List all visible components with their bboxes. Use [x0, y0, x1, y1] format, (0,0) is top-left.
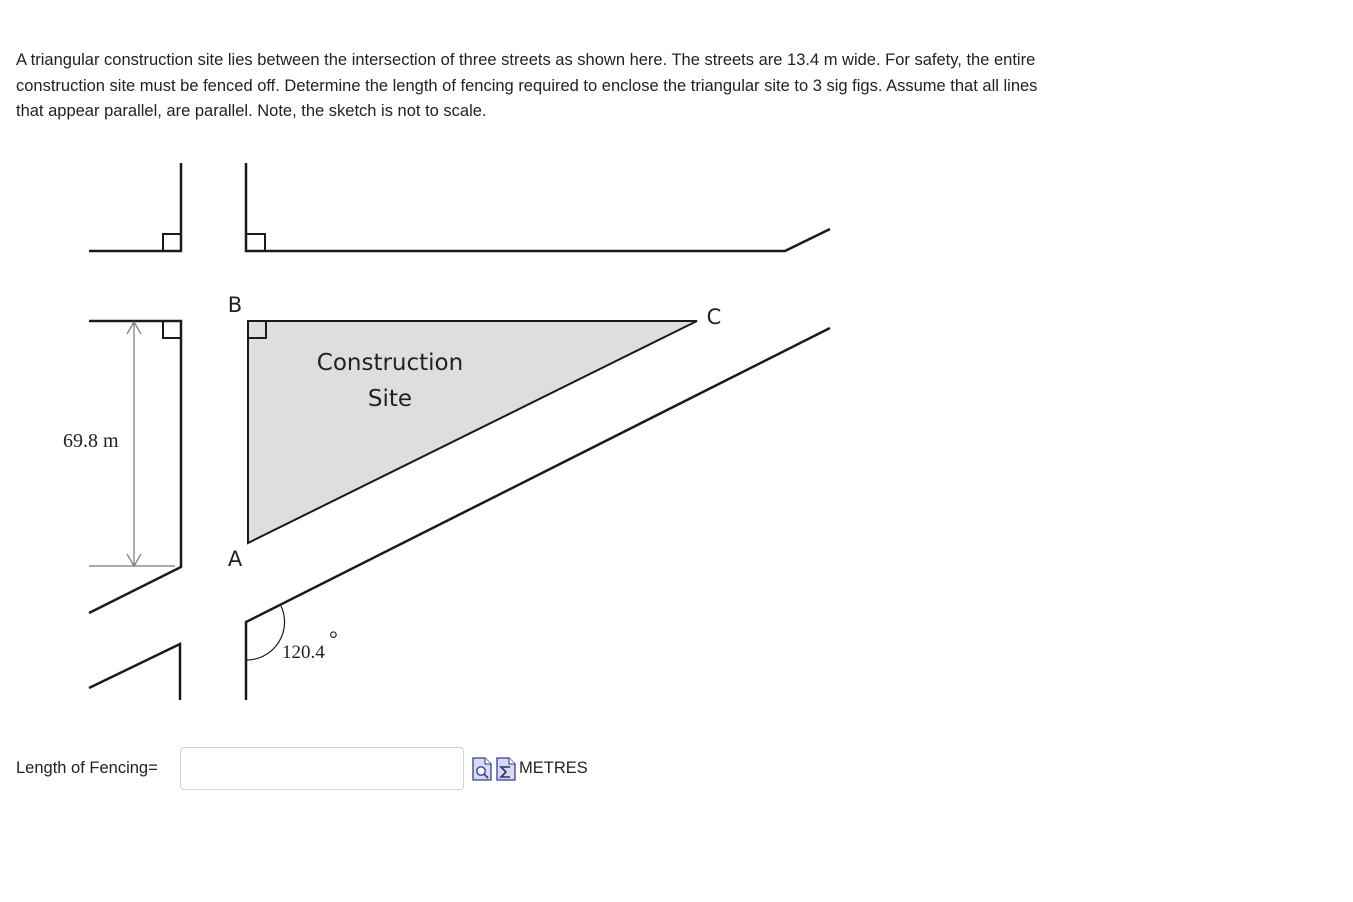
angle-degree-symbol: ° [329, 626, 338, 651]
angle-arc [246, 606, 285, 660]
street-edge-top-left [89, 163, 181, 251]
vertex-label-a: A [227, 547, 243, 571]
site-label-line2: Site [367, 386, 413, 412]
question-text: A triangular construction site lies between the intersection of three streets as shown here. The streets are 13.4 m wide. For safety, the entire construction site must be fenced off. Determine the length of fencing required to enclose the triangular site to 3 sig figs. Assume that all lines that appear parallel, are parallel. Note, the sketch is not to scale. [16, 51, 1038, 120]
dimension-label: 69.8 m [63, 430, 119, 452]
construction-site-triangle [248, 321, 697, 543]
equation-editor-icon[interactable] [496, 757, 516, 781]
street-edge-middle-left [89, 321, 181, 613]
vertex-label-b: B [227, 293, 243, 317]
right-angle-marker [246, 234, 265, 251]
vertex-label-c: C [706, 305, 722, 329]
street-edge-bottom-left [89, 644, 180, 700]
right-angle-marker [163, 321, 181, 338]
answer-row [16, 746, 588, 791]
site-label-line1: Construction [316, 350, 464, 376]
right-angle-marker [163, 234, 181, 251]
fencing-length-input[interactable] [180, 747, 464, 790]
unit-label: METRES [519, 759, 588, 777]
street-edge-top-right [246, 163, 830, 251]
answer-label: Length of Fencing= [16, 759, 158, 777]
preview-icon[interactable] [472, 757, 492, 781]
angle-label: 120.4 [282, 642, 325, 663]
